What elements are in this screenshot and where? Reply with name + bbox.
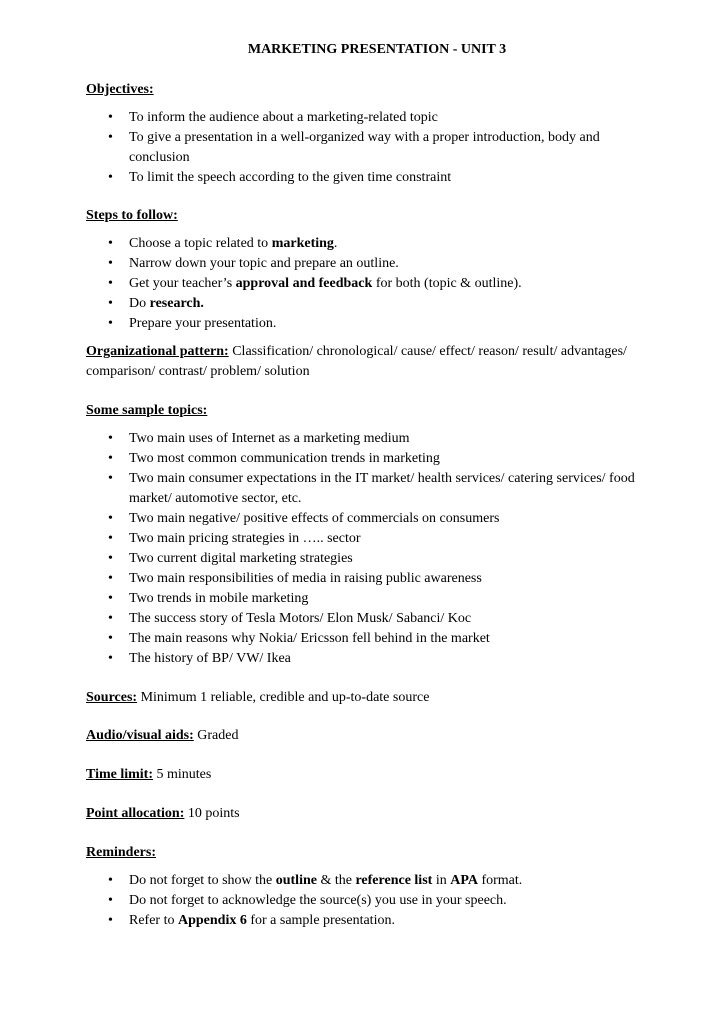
reminders-heading: Reminders: [86,845,156,860]
list-item: • Two current digital marketing strategies [108,551,353,566]
document-title: MARKETING PRESENTATION - UNIT 3 [247,42,507,57]
list-item: • Get your teacher’s approval and feedback for both (topic & outline). [108,276,522,291]
list-item: • The main reasons why Nokia/ Ericsson fell behind in the market [108,631,490,646]
sources-line: Sources: Minimum 1 reliable, credible and up-to-date source [86,690,430,705]
list-item: • Two most common communication trends in marketing [108,451,440,466]
point-allocation-line: Point allocation: 10 points [86,806,240,821]
reminders-list [86,871,638,931]
list-item: • To inform the audience about a marketing-related topic [108,110,438,125]
steps-heading: Steps to follow: [86,208,178,223]
list-item: • Prepare your presentation. [108,316,277,331]
list-item: • Refer to Appendix 6 for a sample presentation. [108,913,395,928]
objectives-list [86,108,638,188]
list-item: • Two main consumer expectations in the IT market/ health services/ catering services/ food market/ automotive sector, etc. [108,471,635,506]
samples-list [86,429,638,669]
list-item: • To give a presentation in a well-organized way with a proper introduction, body and conclusion [108,130,600,165]
list-item: • The success story of Tesla Motors/ Elon Musk/ Sabanci/ Koc [108,611,472,626]
samples-heading: Some sample topics: [86,403,208,418]
point-allocation-heading: Point allocation: [86,806,185,821]
aids-line: Audio/visual aids: Graded [86,728,239,743]
time-limit-heading: Time limit: [86,767,154,782]
list-item: • Do not forget to acknowledge the source(s) you use in your speech. [108,893,507,908]
list-item: • Two main responsibilities of media in raising public awareness [108,571,482,586]
organizational-heading: Organizational pattern: [86,344,229,359]
steps-list [86,234,638,334]
list-item: • The history of BP/ VW/ Ikea [108,651,291,666]
list-item: • Two main pricing strategies in ….. sector [108,531,361,546]
list-item: • To limit the speech according to the given time constraint [108,170,452,185]
list-item: • Two main negative/ positive effects of commercials on consumers [108,511,500,526]
organizational-pattern: Organizational pattern: Classification/ chronological/ cause/ effect/ reason/ result/ advantages/ comparison/ contrast/ problem/ solution [86,344,627,379]
list-item: • Do research. [108,296,204,311]
list-item: • Two trends in mobile marketing [108,591,309,606]
list-item: • Choose a topic related to marketing. [108,236,338,251]
list-item: • Narrow down your topic and prepare an outline. [108,256,399,271]
list-item: • Do not forget to show the outline & the reference list in APA format. [108,873,523,888]
aids-heading: Audio/visual aids: [86,728,194,743]
list-item: • Two main uses of Internet as a marketing medium [108,431,410,446]
time-limit-line: Time limit: 5 minutes [86,767,212,782]
objectives-heading: Objectives: [86,82,154,97]
sources-heading: Sources: [86,690,138,705]
